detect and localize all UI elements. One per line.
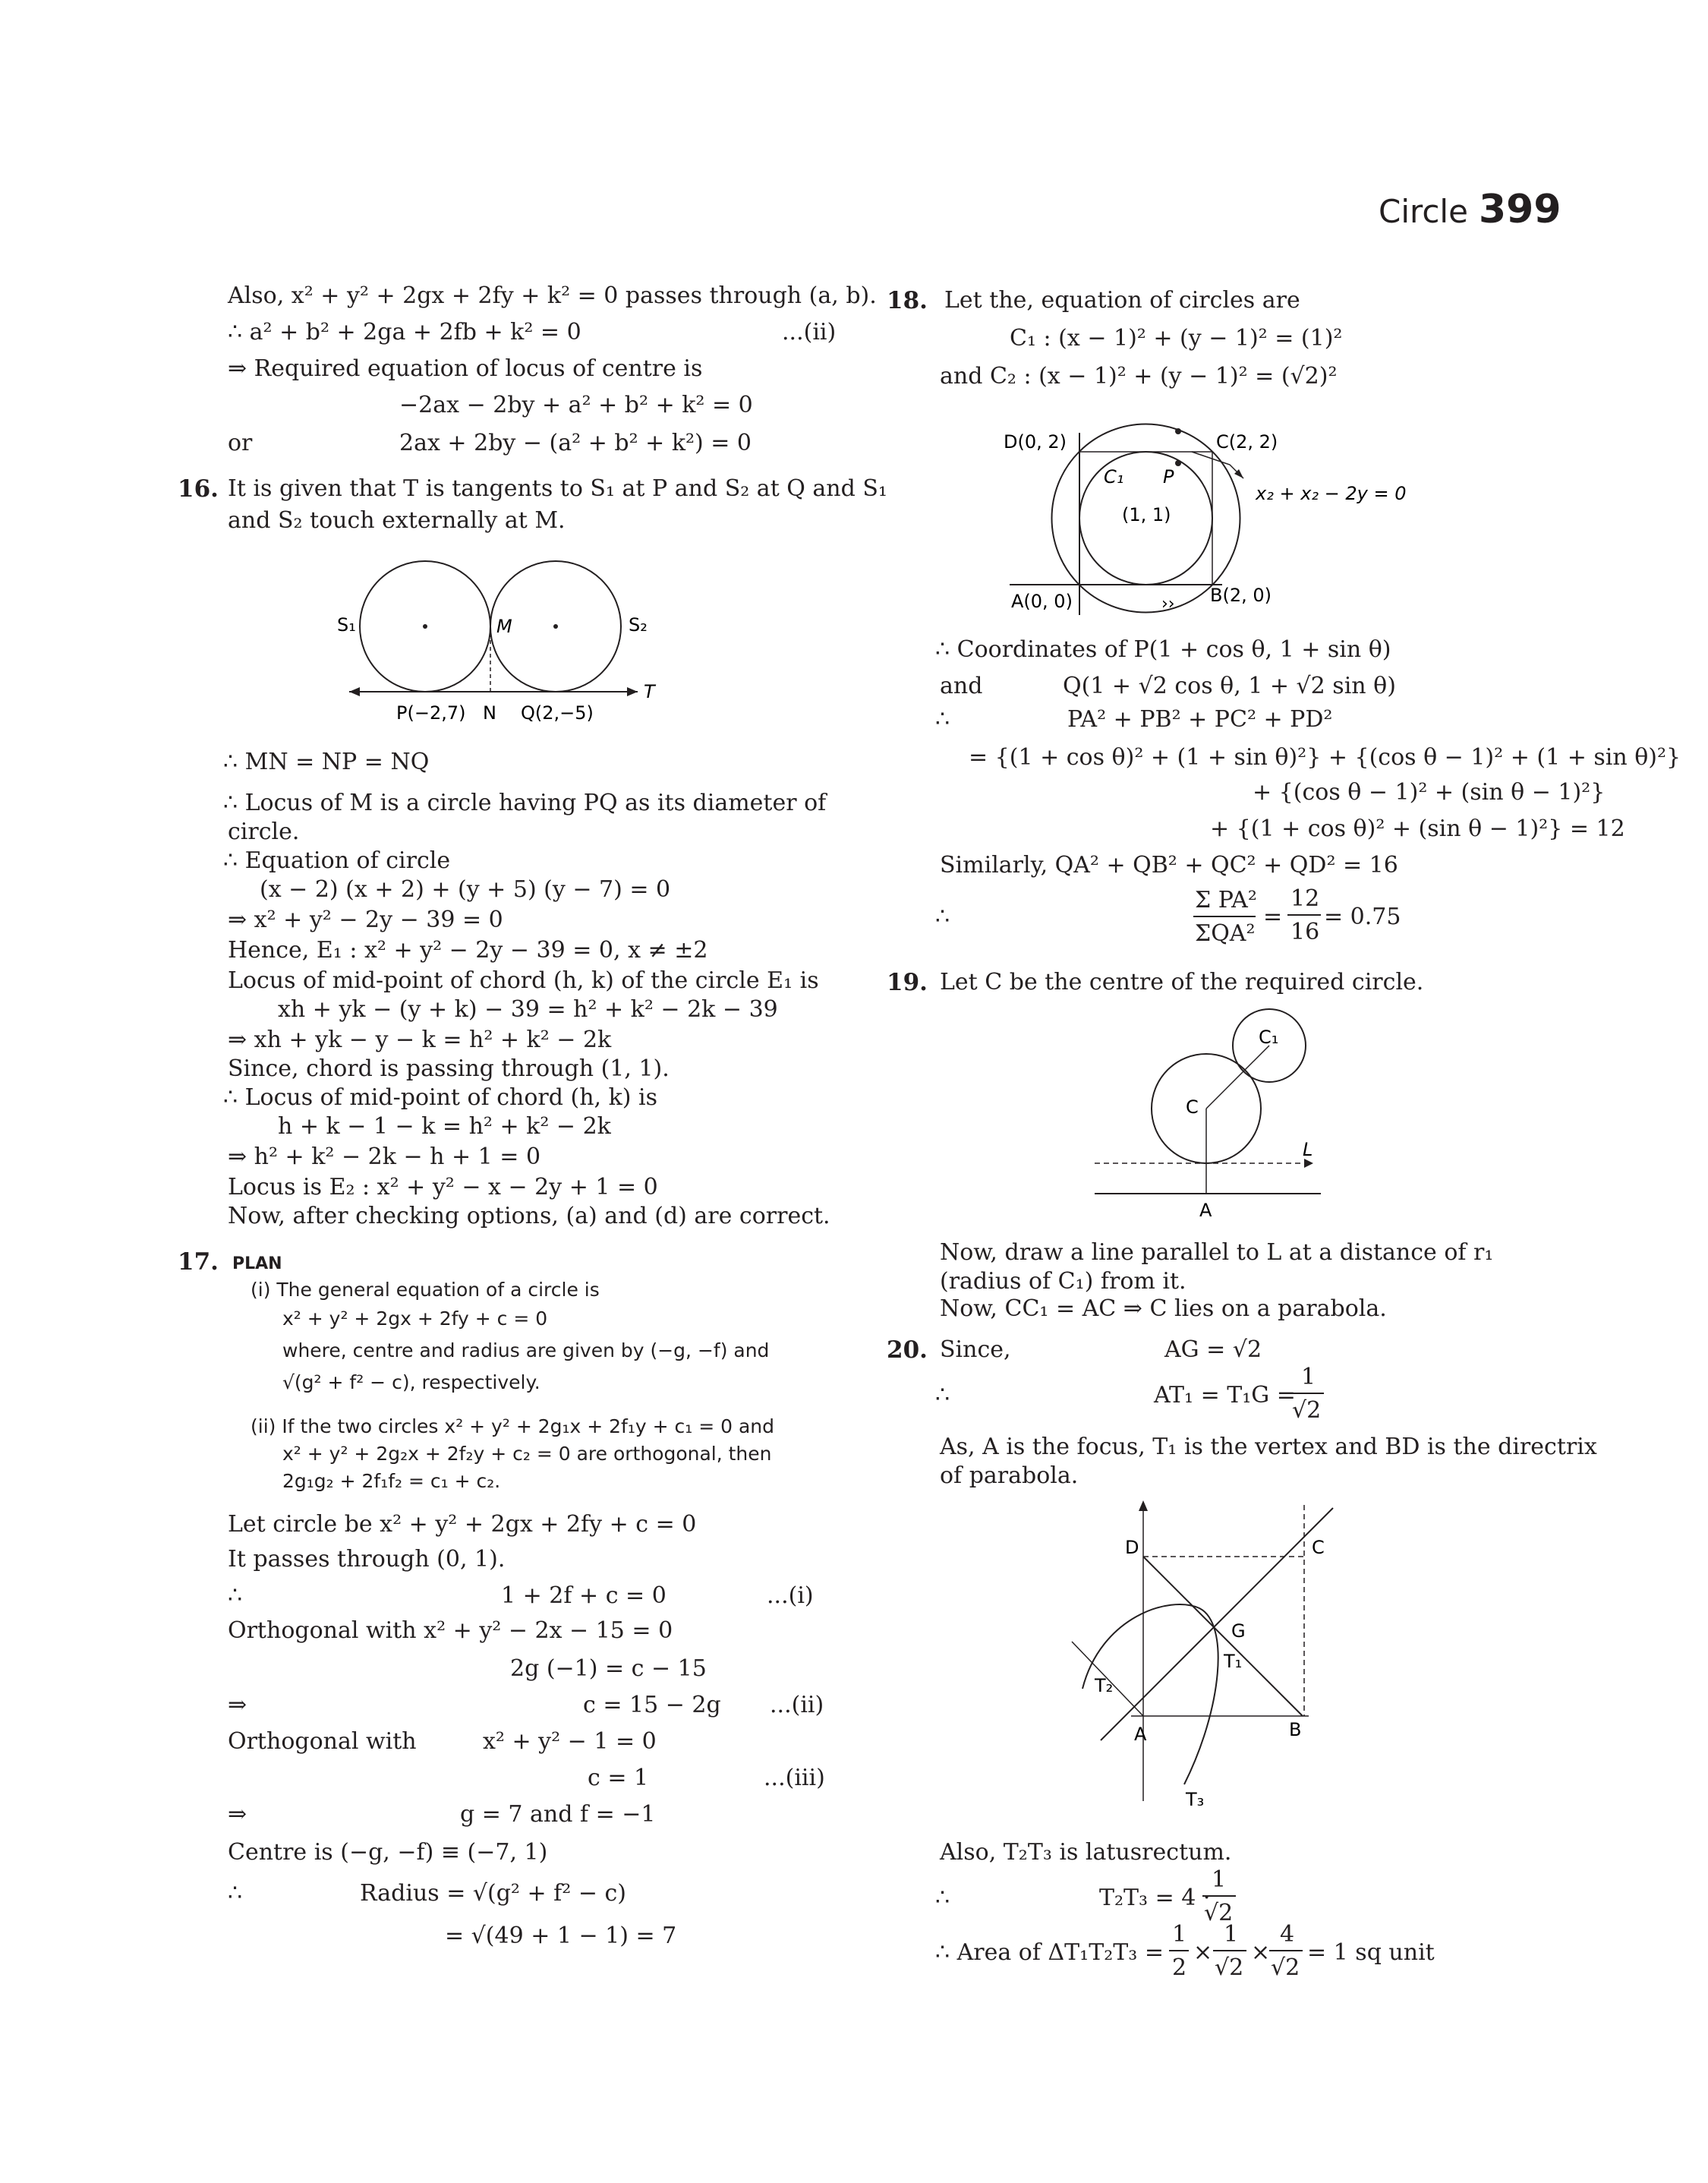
text-line: Since, chord is passing through (1, 1). [228, 1055, 670, 1082]
fraction-bar [1202, 1895, 1236, 1897]
plan-line: x² + y² + 2gx + 2fy + c = 0 [282, 1308, 548, 1330]
text-line: ∴ Coordinates of P(1 + cos θ, 1 + sin θ) [935, 636, 1391, 663]
symbol: × [1193, 1939, 1213, 1966]
label-t1: T₁ [1224, 1651, 1243, 1672]
equation: Locus is E₂ : x² + y² − x − 2y + 1 = 0 [228, 1174, 658, 1200]
equation-tag: ...(iii) [764, 1765, 825, 1791]
symbol: ∴ [228, 1582, 243, 1609]
label-s2: S₂ [629, 614, 648, 636]
plan-line: 2g₁g₂ + 2f₁f₂ = c₁ + c₂. [282, 1470, 501, 1492]
fraction-denominator: √2 [1271, 1954, 1300, 1981]
equation: x² + y² − 1 = 0 [483, 1728, 657, 1755]
label-s1: S₁ [337, 614, 356, 636]
fraction-numerator: 1 [1301, 1364, 1316, 1390]
equation: ⇒ xh + yk − y − k = h² + k² − 2k [228, 1027, 612, 1053]
label-n: N [483, 702, 496, 724]
equation: g = 7 and f = −1 [460, 1801, 656, 1828]
symbol: ⇒ [228, 1692, 247, 1718]
label-c1: C₁ [1104, 466, 1124, 487]
chapter-title: Circle [1379, 193, 1468, 230]
question-number: 19. [887, 969, 928, 996]
equation: c = 1 [588, 1765, 649, 1791]
equation-tag: ...(i) [767, 1582, 814, 1609]
fraction-denominator: √2 [1204, 1900, 1234, 1926]
fraction-numerator: 1 [1212, 1866, 1227, 1893]
equation: = 1 sq unit [1307, 1939, 1435, 1966]
fraction-denominator: 2 [1172, 1954, 1187, 1981]
equation: + {(1 + cos θ)² + (sin θ − 1)²} = 12 [1210, 815, 1625, 842]
equation-tag: ...(ii) [770, 1692, 824, 1718]
equation: (x − 2) (x + 2) + (y + 5) (y − 7) = 0 [260, 876, 671, 903]
text-line: As, A is the focus, T₁ is the vertex and BD is the directrix [940, 1434, 1597, 1460]
point-p [1175, 460, 1181, 466]
text-line: Let the, equation of circles are [944, 287, 1300, 314]
label-t3: T₃ [1186, 1789, 1205, 1810]
text-line: and S₂ touch externally at M. [228, 507, 566, 534]
fraction-denominator: √2 [1215, 1954, 1244, 1981]
equation: −2ax − 2by + a² + b² + k² = 0 [399, 392, 753, 418]
text-line: Also, T₂T₃ is latusrectum. [940, 1839, 1232, 1866]
text-line: Orthogonal with x² + y² − 2x − 15 = 0 [228, 1617, 673, 1644]
fraction-numerator: 1 [1224, 1921, 1239, 1948]
equation: T₂T₃ = 4 · [1099, 1885, 1211, 1911]
figure-two-circles-square [1002, 410, 1427, 623]
symbol: = [1263, 904, 1283, 930]
text-line: Let C be the centre of the required circle. [940, 969, 1424, 995]
label-c: C [1312, 1537, 1325, 1558]
fraction-bar [1290, 1393, 1324, 1394]
label-line-eq: x₂ + x₂ − 2y = 0 [1256, 483, 1407, 504]
text-line: Since, [940, 1336, 1011, 1363]
text-line: ∴ MN = NP = NQ [223, 749, 430, 775]
text-line: Now, after checking options, (a) and (d) are correct. [228, 1203, 830, 1229]
plan-label: PLAN [232, 1254, 282, 1273]
fraction-bar [1169, 1950, 1189, 1951]
label-l: L [1303, 1139, 1313, 1160]
label-c1: C₁ [1259, 1027, 1279, 1048]
equation: AT₁ = T₁G = [1154, 1382, 1296, 1409]
label-d: D(0, 2) [1004, 431, 1067, 453]
symbol: ∴ [935, 904, 950, 930]
label-t2: T₂ [1095, 1675, 1114, 1696]
label-a: A [1134, 1724, 1147, 1745]
fraction-denominator: √2 [1292, 1397, 1322, 1424]
text-line: Centre is (−g, −f) ≡ (−7, 1) [228, 1839, 548, 1866]
text-line: It passes through (0, 1). [228, 1546, 506, 1573]
equation: 2g (−1) = c − 15 [510, 1655, 707, 1682]
equation: xh + yk − (y + k) − 39 = h² + k² − 2k − 39 [278, 996, 778, 1023]
label-b: B(2, 0) [1210, 585, 1272, 606]
equation: = √(49 + 1 − 1) = 7 [445, 1923, 677, 1949]
arrow-up-icon [1139, 1500, 1148, 1511]
symbol: ∴ [935, 1382, 950, 1409]
text-line: ∴ Locus of mid-point of chord (h, k) is [223, 1084, 657, 1111]
question-number: 17. [178, 1248, 219, 1276]
equation: + {(cos θ − 1)² + (sin θ − 1)²} [1253, 779, 1606, 806]
text-line: Locus of mid-point of chord (h, k) of the circle E₁ is [228, 967, 819, 994]
equation: c = 15 − 2g [583, 1692, 721, 1718]
label-c: C(2, 2) [1216, 431, 1278, 453]
plan-line: (ii) If the two circles x² + y² + 2g₁x + 2f₁y + c₁ = 0 and [251, 1415, 775, 1437]
equation-tag: ...(ii) [782, 319, 837, 345]
label-m: M [496, 616, 512, 637]
text-line: Now, CC₁ = AC ⇒ C lies on a parabola. [940, 1295, 1387, 1322]
text-line: and [940, 673, 983, 699]
equation: 2ax + 2by − (a² + b² + k²) = 0 [399, 430, 752, 456]
label-p: P(−2,7) [396, 702, 466, 724]
label-a: A(0, 0) [1011, 591, 1073, 612]
symbol: ∴ [935, 706, 950, 733]
arrow-left-icon [349, 687, 360, 696]
plan-line: (i) The general equation of a circle is [251, 1279, 600, 1301]
fraction-numerator: 12 [1290, 885, 1320, 912]
equation: ⇒ h² + k² − 2k − h + 1 = 0 [228, 1144, 541, 1170]
double-arrow-mark: ›› [1161, 595, 1175, 614]
equation: PA² + PB² + PC² + PD² [1067, 706, 1333, 733]
centre-dot [553, 624, 558, 629]
label-d: D [1125, 1537, 1139, 1558]
plan-line: where, centre and radius are given by (−g, −f) and [282, 1339, 770, 1361]
text-line: ∴ a² + b² + 2ga + 2fb + k² = 0 [228, 319, 581, 345]
text-line: (radius of C₁) from it. [940, 1268, 1186, 1295]
plan-line: √(g² + f² − c), respectively. [282, 1371, 540, 1393]
fraction-bar [1213, 1950, 1246, 1951]
text-line: ⇒ Required equation of locus of centre is [228, 355, 703, 382]
label-centre: (1, 1) [1122, 504, 1171, 525]
text-line: Also, x² + y² + 2gx + 2fy + k² = 0 passes through (a, b). [228, 282, 877, 309]
text-line: Similarly, QA² + QB² + QC² + QD² = 16 [940, 852, 1398, 879]
equation: = 0.75 [1324, 904, 1401, 930]
label-p: P [1163, 466, 1174, 487]
fraction-denominator: ΣQA² [1195, 920, 1256, 947]
page-number: 399 [1478, 187, 1561, 232]
label-g: G [1231, 1620, 1246, 1642]
point-q [1175, 428, 1181, 434]
question-number: 20. [887, 1336, 928, 1364]
equation: AG = √2 [1164, 1336, 1262, 1363]
fraction-bar [1269, 1950, 1303, 1951]
fraction-denominator: 16 [1290, 919, 1320, 945]
line-db [1143, 1557, 1303, 1716]
symbol: ⇒ [228, 1801, 247, 1828]
fraction-numerator: 1 [1172, 1921, 1187, 1948]
fraction-bar [1287, 914, 1321, 916]
label-q: Q(2,−5) [521, 702, 594, 724]
text-line: ∴ Locus of M is a circle having PQ as its diameter of [223, 790, 827, 816]
fraction-bar [1193, 916, 1256, 917]
symbol: ∴ [935, 1885, 950, 1911]
text-line: Let circle be x² + y² + 2gx + 2fy + c = 0 [228, 1511, 697, 1538]
figure-two-circles [326, 550, 676, 733]
equation: C₁ : (x − 1)² + (y − 1)² = (1)² [1010, 325, 1343, 352]
figure-parabola [1055, 1496, 1344, 1815]
centre-dot [423, 624, 427, 629]
text-line: ∴ Equation of circle [223, 847, 451, 874]
text-line: or [228, 430, 253, 456]
text-line: Now, draw a line parallel to L at a distance of r₁ [940, 1239, 1494, 1266]
label-a: A [1199, 1200, 1212, 1219]
text-line: circle. [228, 819, 300, 845]
text-line: Orthogonal with [228, 1728, 417, 1755]
text-line: of parabola. [940, 1462, 1079, 1489]
arrow-right-icon [627, 687, 638, 696]
figure-circle-tangent [1086, 1007, 1336, 1219]
plan-line: x² + y² + 2g₂x + 2f₂y + c₂ = 0 are orthogonal, then [282, 1443, 772, 1465]
running-header [1379, 187, 1561, 232]
equation: Radius = √(g² + f² − c) [360, 1880, 626, 1907]
label-c: C [1186, 1096, 1199, 1118]
equation: 1 + 2f + c = 0 [501, 1582, 666, 1609]
text-line: It is given that T is tangents to S₁ at P and S₂ at Q and S₁ [228, 475, 887, 502]
symbol: ∴ [228, 1880, 243, 1907]
fraction-numerator: 4 [1280, 1921, 1295, 1948]
label-t: T [644, 681, 655, 702]
fraction-numerator: Σ PA² [1195, 887, 1257, 913]
label-b: B [1289, 1719, 1302, 1740]
question-number: 18. [887, 287, 928, 314]
question-number: 16. [178, 475, 219, 503]
text-line: ∴ Area of ΔT₁T₂T₃ = [935, 1939, 1164, 1966]
equation: ⇒ x² + y² − 2y − 39 = 0 [228, 907, 503, 933]
symbol: × [1251, 1939, 1271, 1966]
equation: Hence, E₁ : x² + y² − 2y − 39 = 0, x ≠ ±2 [228, 937, 708, 964]
equation: and C₂ : (x − 1)² + (y − 1)² = (√2)² [940, 363, 1338, 390]
equation: = {(1 + cos θ)² + (1 + sin θ)²} + {(cos θ − 1)² + (1 + sin θ)²} [969, 744, 1681, 771]
equation: h + k − 1 − k = h² + k² − 2k [278, 1113, 611, 1140]
equation: Q(1 + √2 cos θ, 1 + √2 sin θ) [1063, 673, 1396, 699]
